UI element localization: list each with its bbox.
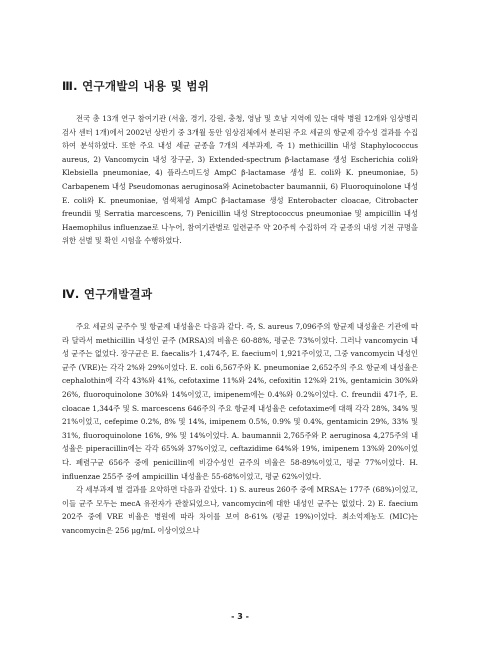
page-number: - 3 - <box>231 612 249 621</box>
section-4-paragraph-2: 각 세부과제 별 결과를 요약하면 다음과 같았다. 1) S. aureus 260주 중에 MRSA는 177주 (68%)이었고, 이들 균주 모두는 mecA 유전자가 관찰되었으나, vancomycin에 대한 내성인 균주는 없었다. 2) E. faecium 202주 중에 VRE 비율은 병원에 따라 차이를 보여 8-61% (평균 19%)이었다. 최소억제농도 (MIC)는 vancomycin은 256 μg/mL 이상이었으나 <box>62 485 418 535</box>
section-3-body <box>62 112 418 248</box>
section-4-body <box>62 320 418 538</box>
section-4-heading: Ⅳ. 연구개발결과 <box>62 287 153 301</box>
section-3-paragraph: 전국 총 13개 연구 참여기관 (서울, 경기, 강원, 충청, 영남 및 호남 지역에 있는 대학 병원 12개와 임상병리검사 센터 1개)에서 2002년 상반기 중 3개월 동안 임상검체에서 분리된 주요 세균의 항균제 감수성 결과를 수집하여 분석하였다. 또한 주요 내성 세균 균종을 7개의 세부과제, 즉 1) methicillin 내성 Staphylococcus aureus, 2) Vancomycin 내성 장구균, 3) Extended-spectrum β-lactamase 생성 Escherichia coli와 Klebsiella pneumoniae, 4) 플라스미드성 AmpC β-lactamase 생성 E. coli와 K. pneumoniae, 5) Carbapenem 내성 Pseudomonas aeruginosa와 Acinetobacter baumannii, 6) Fluoroquinolone 내성 E. coli와 K. pneumoniae, 염색체성 AmpC β-lactamase 생성 Enterobacter cloacae, Citrobacter freundii 및 Serratia marcescens, 7) Penicillin 내성 Streptococcus pneumoniae 및 ampicillin 내성 Haemophilus influenzae로 나누어, 참여기관별로 일련균주 약 20주씩 수집하여 각 균종의 내성 기전 규명을 위한 선별 및 확인 시험을 수행하였다. <box>62 114 418 246</box>
section-4-paragraph-1: 주요 세균의 균주수 및 항균제 내성율은 다음과 같다. 즉, S. aureus 7,096주의 항균제 내성율은 기관에 따라 달라서 methicillin 내성인 균주 (MRSA)의 비율은 60-88%, 평균은 73%이었다. 그러나 vancomycin 내성 균주는 없었다. 장구균은 E. faecalis가 1,474주, E. faecium이 1,921주이었고, 그중 vancomycin 내성인 균주 (VRE)는 각각 2%와 29%이었다. E. coli 6,567주와 K. pneumoniae 2,652주의 주요 항균제 내성율은 cephalothin에 각각 43%와 41%, cefotaxime 11%와 24%, cefoxitin 12%와 21%, gentamicin 30%와 26%, fluoroquinolone 30%와 14%이었고, imipenem에는 0.4%와 0.2%이었다. C. freundii 471주, E. cloacae 1,344주 및 S. marcescens 646주의 주요 항균제 내성율은 cefotaxime에 대해 각각 28%, 34% 및 21%이었고, cefepime 0.2%, 8% 및 14%, imipenem 0.5%, 0.9% 및 0.4%, gentamicin 29%, 33% 및 31%, fluoroquinolone 16%, 9% 및 14%이었다. A. baumannii 2,765주와 P. aeruginosa 4,275주의 내성율은 piperacillin에는 각각 65%와 37%이었고, ceftazidime 64%와 19%, imipenem 13%와 20%이었다. 폐렴구균 656주 중에 penicillin에 비감수성인 균주의 비율은 58-89%이었고, 평균 77%이었다. H. influenzae 255주 중에 ampicillin 내성율은 55-68%이었고, 평균 62%이었다. <box>62 322 418 481</box>
section-3-heading: Ⅲ. 연구개발의 내용 및 범위 <box>62 79 210 93</box>
